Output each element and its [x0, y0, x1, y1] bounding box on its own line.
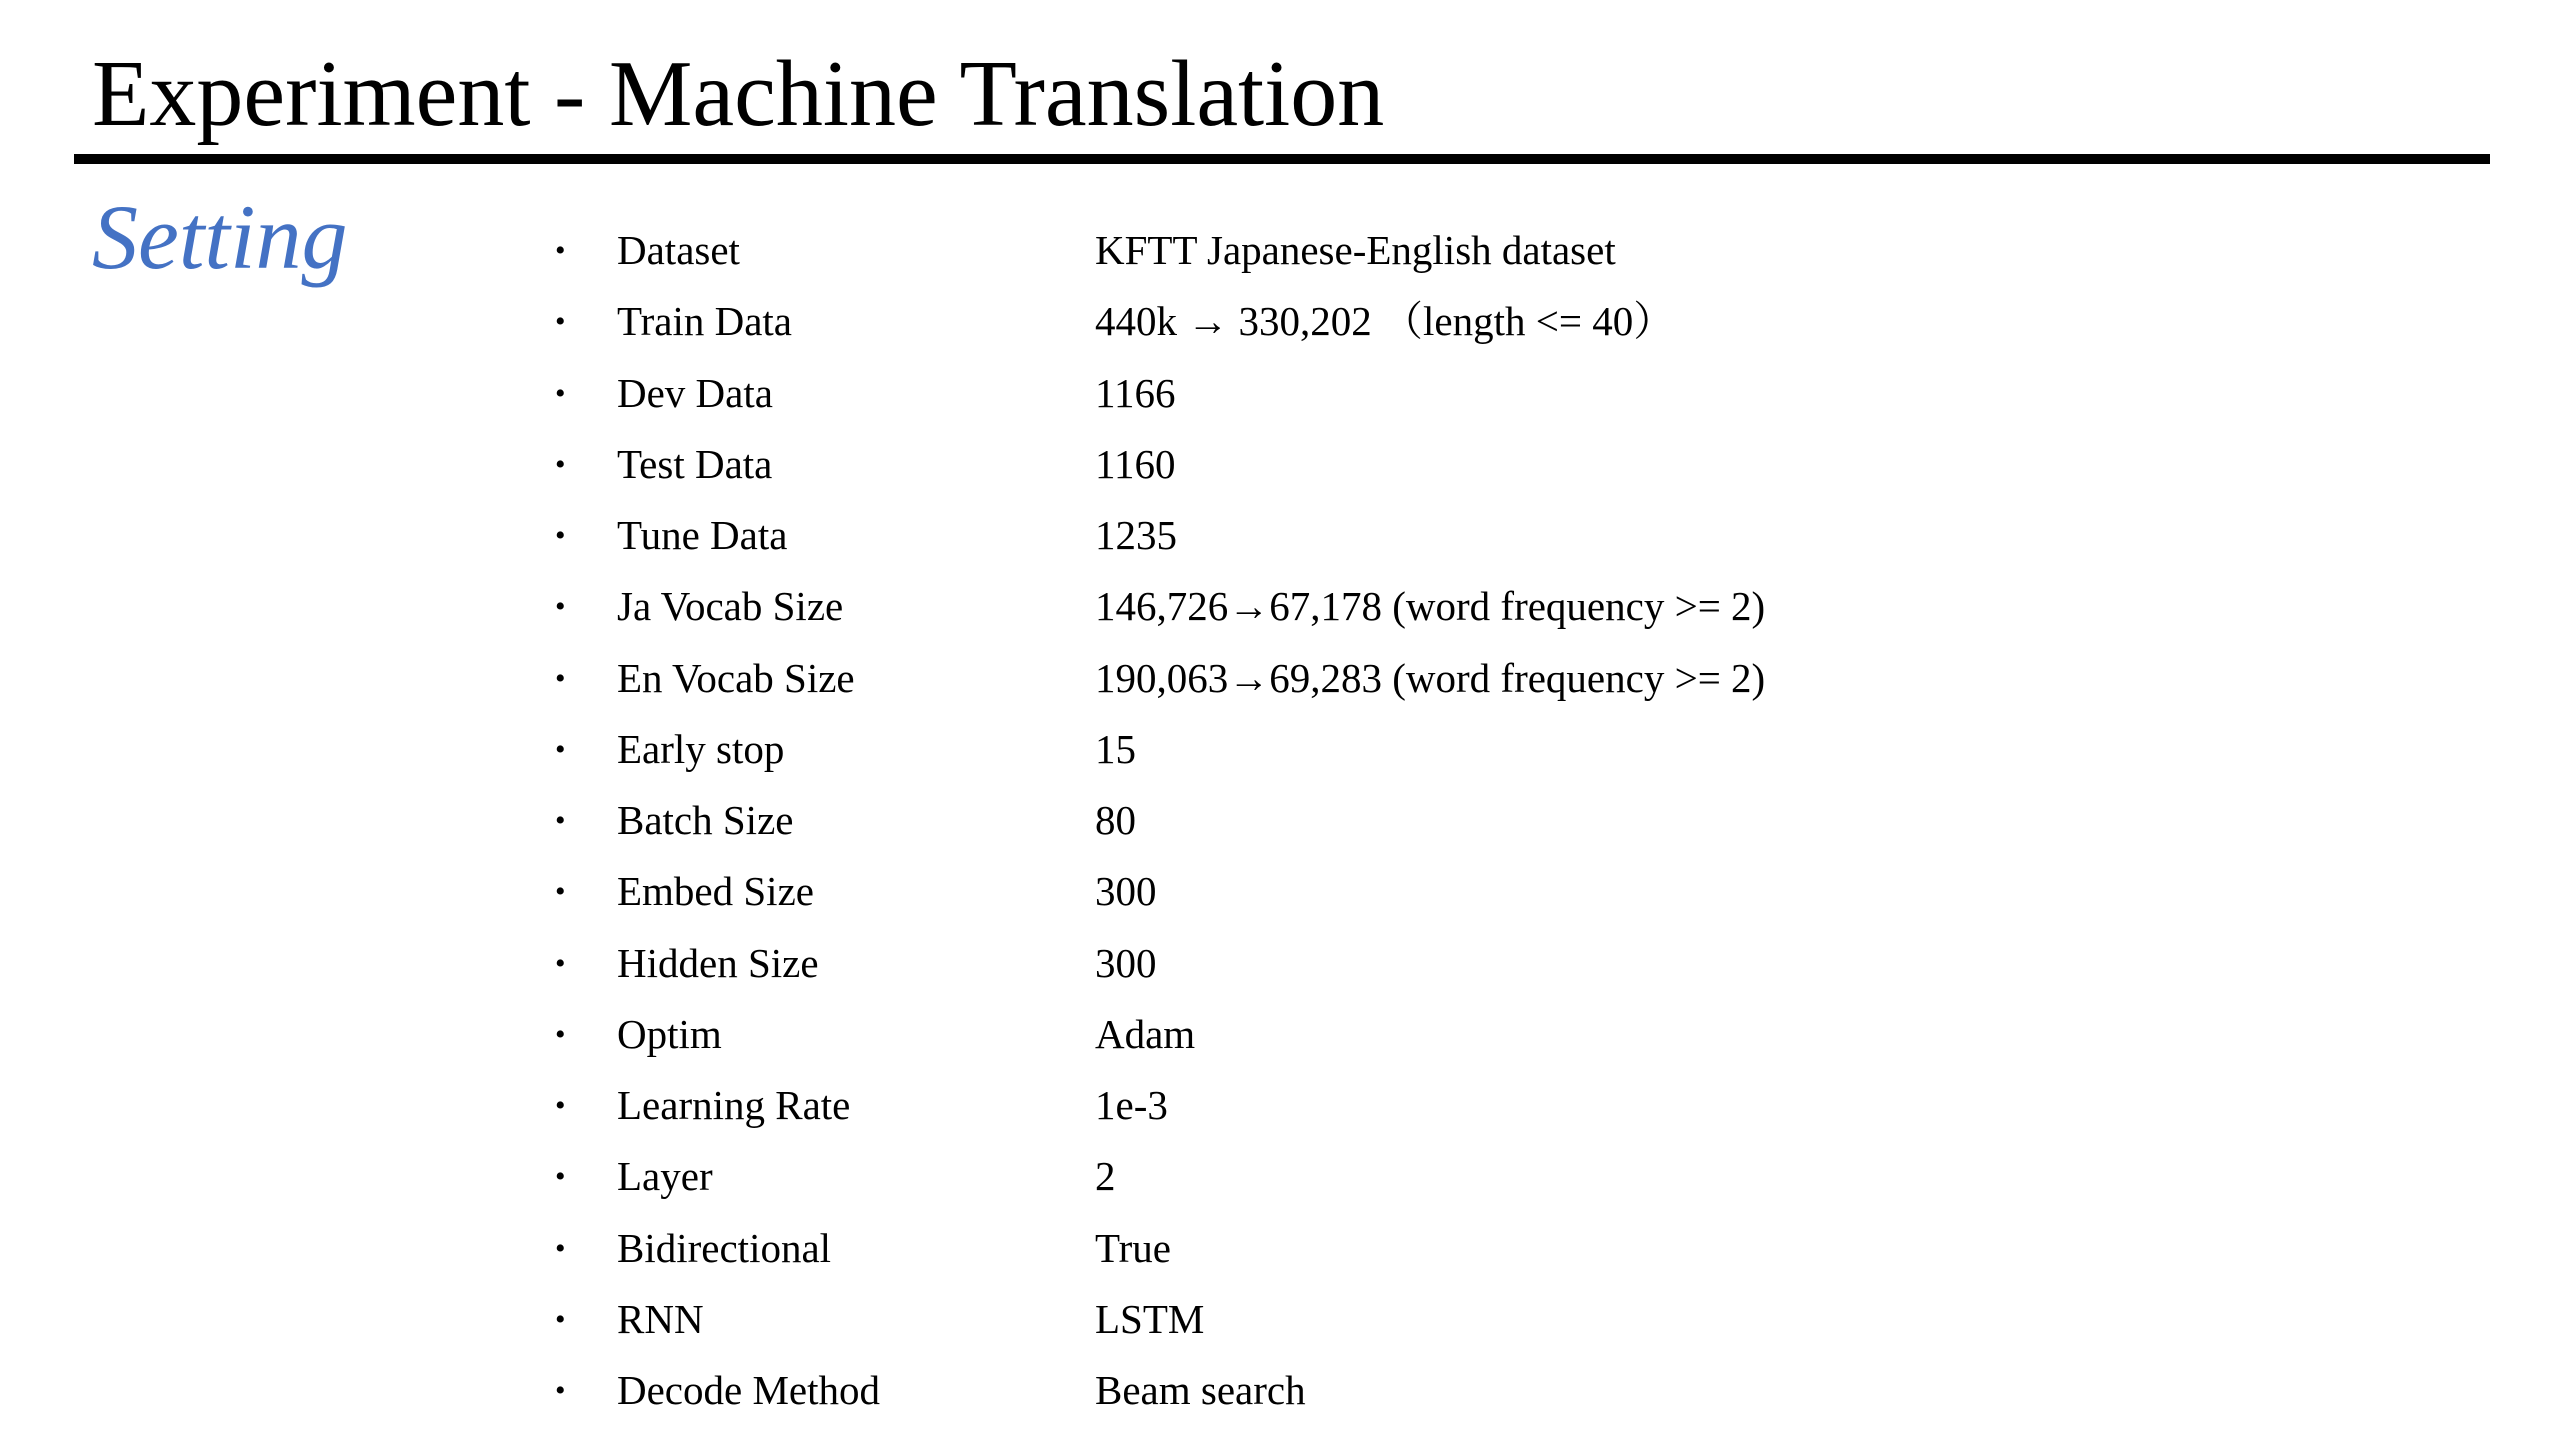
setting-key: Early stop	[617, 725, 785, 772]
setting-key: Ja Vocab Size	[617, 583, 844, 630]
setting-key: Learning Rate	[617, 1082, 851, 1128]
setting-key: Bidirectional	[617, 1224, 832, 1271]
setting-value: 1235	[1095, 512, 1177, 558]
setting-value: 15	[1095, 725, 1136, 772]
setting-value: 1e-3	[1095, 1082, 1168, 1128]
bullet-icon: •	[555, 447, 566, 481]
setting-key: Layer	[617, 1153, 713, 1200]
setting-key: Hidden Size	[617, 939, 819, 986]
setting-value: 80	[1095, 797, 1136, 843]
section-label: Setting	[92, 186, 348, 288]
bullet-icon: •	[555, 875, 566, 909]
setting-key: Train Data	[617, 298, 792, 345]
bullet-icon: •	[555, 305, 566, 339]
setting-key: En Vocab Size	[617, 654, 855, 701]
setting-value: 300	[1095, 939, 1157, 986]
slide-title: Experiment - Machine Translation	[92, 42, 1385, 146]
bullet-icon: •	[555, 1231, 566, 1265]
setting-value: 440k → 330,202 （length <= 40）	[1095, 298, 1675, 345]
setting-value: LSTM	[1095, 1295, 1205, 1342]
setting-value: Adam	[1095, 1010, 1196, 1057]
setting-value: 146,726→67,178 (word frequency >= 2)	[1095, 583, 1766, 630]
setting-key: Dataset	[617, 227, 740, 273]
title-underline	[74, 154, 2490, 164]
setting-key: Decode Method	[617, 1367, 880, 1413]
bullet-icon: •	[555, 661, 566, 695]
setting-value: 1160	[1095, 440, 1176, 487]
setting-key: Dev Data	[617, 369, 773, 416]
setting-value: KFTT Japanese-English dataset	[1095, 227, 1616, 273]
bullet-icon: •	[555, 946, 566, 980]
setting-key: Test Data	[617, 440, 773, 487]
setting-value: 2	[1095, 1153, 1116, 1200]
setting-value: True	[1095, 1224, 1171, 1271]
setting-key: Batch Size	[617, 797, 794, 843]
setting-value: 300	[1095, 868, 1157, 915]
setting-key: Embed Size	[617, 868, 814, 915]
setting-value: Beam search	[1095, 1367, 1306, 1413]
bullet-icon: •	[555, 804, 566, 837]
setting-key: Optim	[617, 1010, 722, 1057]
bullet-icon: •	[555, 234, 566, 267]
bullet-icon: •	[555, 1374, 566, 1407]
bullet-icon: •	[555, 732, 566, 766]
setting-value: 190,063→69,283 (word frequency >= 2)	[1095, 654, 1766, 701]
bullet-icon: •	[555, 1017, 566, 1051]
bullet-icon: •	[555, 590, 566, 624]
bullet-icon: •	[555, 519, 566, 552]
bullet-icon: •	[555, 1302, 566, 1336]
setting-key: Tune Data	[617, 512, 788, 558]
bullet-icon: •	[555, 376, 566, 410]
setting-value: 1166	[1095, 369, 1176, 416]
bullet-icon: •	[555, 1160, 566, 1194]
setting-key: RNN	[617, 1295, 704, 1342]
bullet-icon: •	[555, 1089, 566, 1122]
